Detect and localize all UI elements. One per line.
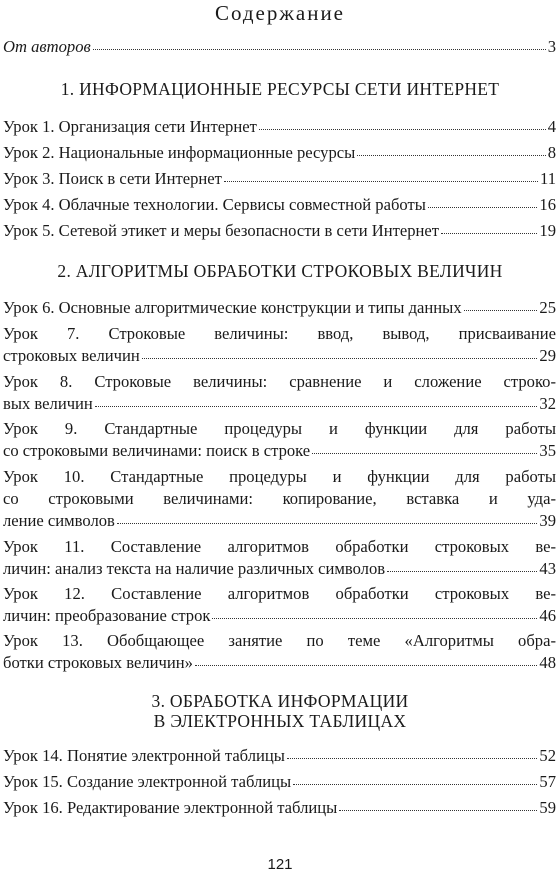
toc-page-number: 39: [539, 511, 556, 530]
toc-entry-line: [3, 419, 556, 439]
toc-entry-text: Урок 14. Понятие электронной таблицы: [3, 746, 285, 765]
dot-leader: [212, 616, 537, 619]
toc-page-number: 16: [539, 195, 556, 214]
toc-entry-text: ление символов: [3, 511, 115, 530]
dot-leader: [93, 47, 546, 50]
section-heading-3-line1: 3. ОБРАБОТКА ИНФОРМАЦИИ: [151, 691, 409, 711]
toc-entry-text: Урок 6. Основные алгоритмические конструкции и типы данных: [3, 298, 462, 317]
toc-page-number: 3: [547, 37, 556, 56]
toc-entry-text: Урок 1. Организация сети Интернет: [3, 117, 257, 136]
toc-entry: [3, 221, 556, 241]
dot-leader: [312, 451, 537, 454]
dot-leader: [224, 179, 538, 182]
toc-entry-line: [3, 489, 556, 509]
toc-entry-line: [3, 631, 556, 651]
dot-leader: [428, 205, 538, 208]
toc-page-number: 32: [539, 394, 556, 413]
dot-leader: [142, 356, 538, 359]
toc-page-number: 43: [539, 559, 556, 578]
toc-entry: [3, 298, 556, 318]
toc-entry-text: Урок 4. Облачные технологии. Сервисы совместной работы: [3, 195, 426, 214]
toc-page-number: 46: [539, 606, 556, 625]
toc-entry: [3, 195, 556, 215]
toc-entry-text: личин: анализ текста на наличие различных символов: [3, 559, 386, 578]
toc-entry-text: Урок 7. Строковые величины: ввод, вывод, присваивание: [3, 324, 556, 343]
toc-entry-line: [3, 372, 556, 392]
toc-page-number: 4: [547, 117, 556, 136]
toc-entry-line: [3, 324, 556, 344]
section-heading-2: 2. АЛГОРИТМЫ ОБРАБОТКИ СТРОКОВЫХ ВЕЛИЧИН: [57, 261, 503, 281]
toc-entry: [3, 394, 556, 414]
toc-entry: [3, 559, 556, 579]
toc-entry-text: строковых величин: [3, 346, 140, 365]
dot-leader: [387, 569, 537, 572]
toc-entry: [3, 798, 556, 818]
toc-entry: [3, 746, 556, 766]
toc-page-number: 11: [540, 169, 556, 188]
page-title: Содержание: [214, 1, 346, 25]
toc-entry-text: Урок 16. Редактирование электронной таблицы: [3, 798, 338, 817]
toc-page-number: 25: [539, 298, 556, 317]
toc-page-number: 19: [539, 221, 556, 240]
dot-leader: [464, 308, 538, 311]
toc-entry: [3, 117, 556, 137]
toc-page-number: 48: [539, 653, 556, 672]
dot-leader: [441, 231, 537, 234]
toc-entry-line: [3, 467, 556, 487]
page-number: 121: [267, 856, 293, 873]
toc-entry: [3, 143, 556, 163]
toc-entry-text: вых величин: [3, 394, 93, 413]
toc-entry: [3, 346, 556, 366]
toc-entry-intro: [3, 37, 556, 57]
toc-entry-text: Урок 8. Строковые величины: сравнение и сложение строко-: [3, 372, 556, 391]
dot-leader: [339, 808, 537, 811]
toc-page-number: 59: [539, 798, 556, 817]
dot-leader: [259, 127, 546, 130]
toc-entry-text: Урок 13. Обобщающее занятие по теме «Алгоритмы обра-: [3, 631, 556, 650]
toc-entry: [3, 169, 556, 189]
toc-entry-line: [3, 584, 556, 604]
dot-leader: [95, 404, 538, 407]
toc-entry: [3, 511, 556, 531]
toc-page-number: 57: [539, 772, 556, 791]
toc-entry: [3, 606, 556, 626]
toc-entry-text: Урок 2. Национальные информационные ресурсы: [3, 143, 356, 162]
toc-entry-text: От авторов: [3, 37, 91, 56]
dot-leader: [117, 521, 538, 524]
dot-leader: [287, 756, 537, 759]
toc-entry-text: ботки строковых величин»: [3, 653, 193, 672]
toc-entry-text: Урок 9. Стандартные процедуры и функции для работы: [3, 419, 556, 438]
toc-entry-text: Урок 15. Создание электронной таблицы: [3, 772, 292, 791]
section-heading-3-line2: В ЭЛЕКТРОННЫХ ТАБЛИЦАХ: [153, 711, 407, 731]
toc-page-number: 35: [539, 441, 556, 460]
toc-entry-text: Урок 11. Составление алгоритмов обработки строковых ве-: [3, 537, 556, 556]
toc-page-number: 8: [547, 143, 556, 162]
toc-entry: [3, 772, 556, 792]
dot-leader: [195, 663, 538, 666]
toc-entry-text: Урок 3. Поиск в сети Интернет: [3, 169, 222, 188]
toc-entry-text: личин: преобразование строк: [3, 606, 211, 625]
toc-entry-text: со строковыми величинами: копирование, вставка и уда-: [3, 489, 556, 508]
section-heading-1: 1. ИНФОРМАЦИОННЫЕ РЕСУРСЫ СЕТИ ИНТЕРНЕТ: [60, 79, 500, 99]
toc-page-number: 29: [539, 346, 556, 365]
toc-entry-text: Урок 10. Стандартные процедуры и функции для работы: [3, 467, 556, 486]
toc-entry: [3, 653, 556, 673]
toc-page-number: 52: [539, 746, 556, 765]
toc-entry: [3, 441, 556, 461]
toc-entry-text: Урок 12. Составление алгоритмов обработки строковых ве-: [3, 584, 556, 603]
toc-entry-text: со строковыми величинами: поиск в строке: [3, 441, 311, 460]
dot-leader: [357, 153, 545, 156]
toc-entry-line: [3, 537, 556, 557]
dot-leader: [293, 782, 537, 785]
toc-entry-text: Урок 5. Сетевой этикет и меры безопасности в сети Интернет: [3, 221, 440, 240]
